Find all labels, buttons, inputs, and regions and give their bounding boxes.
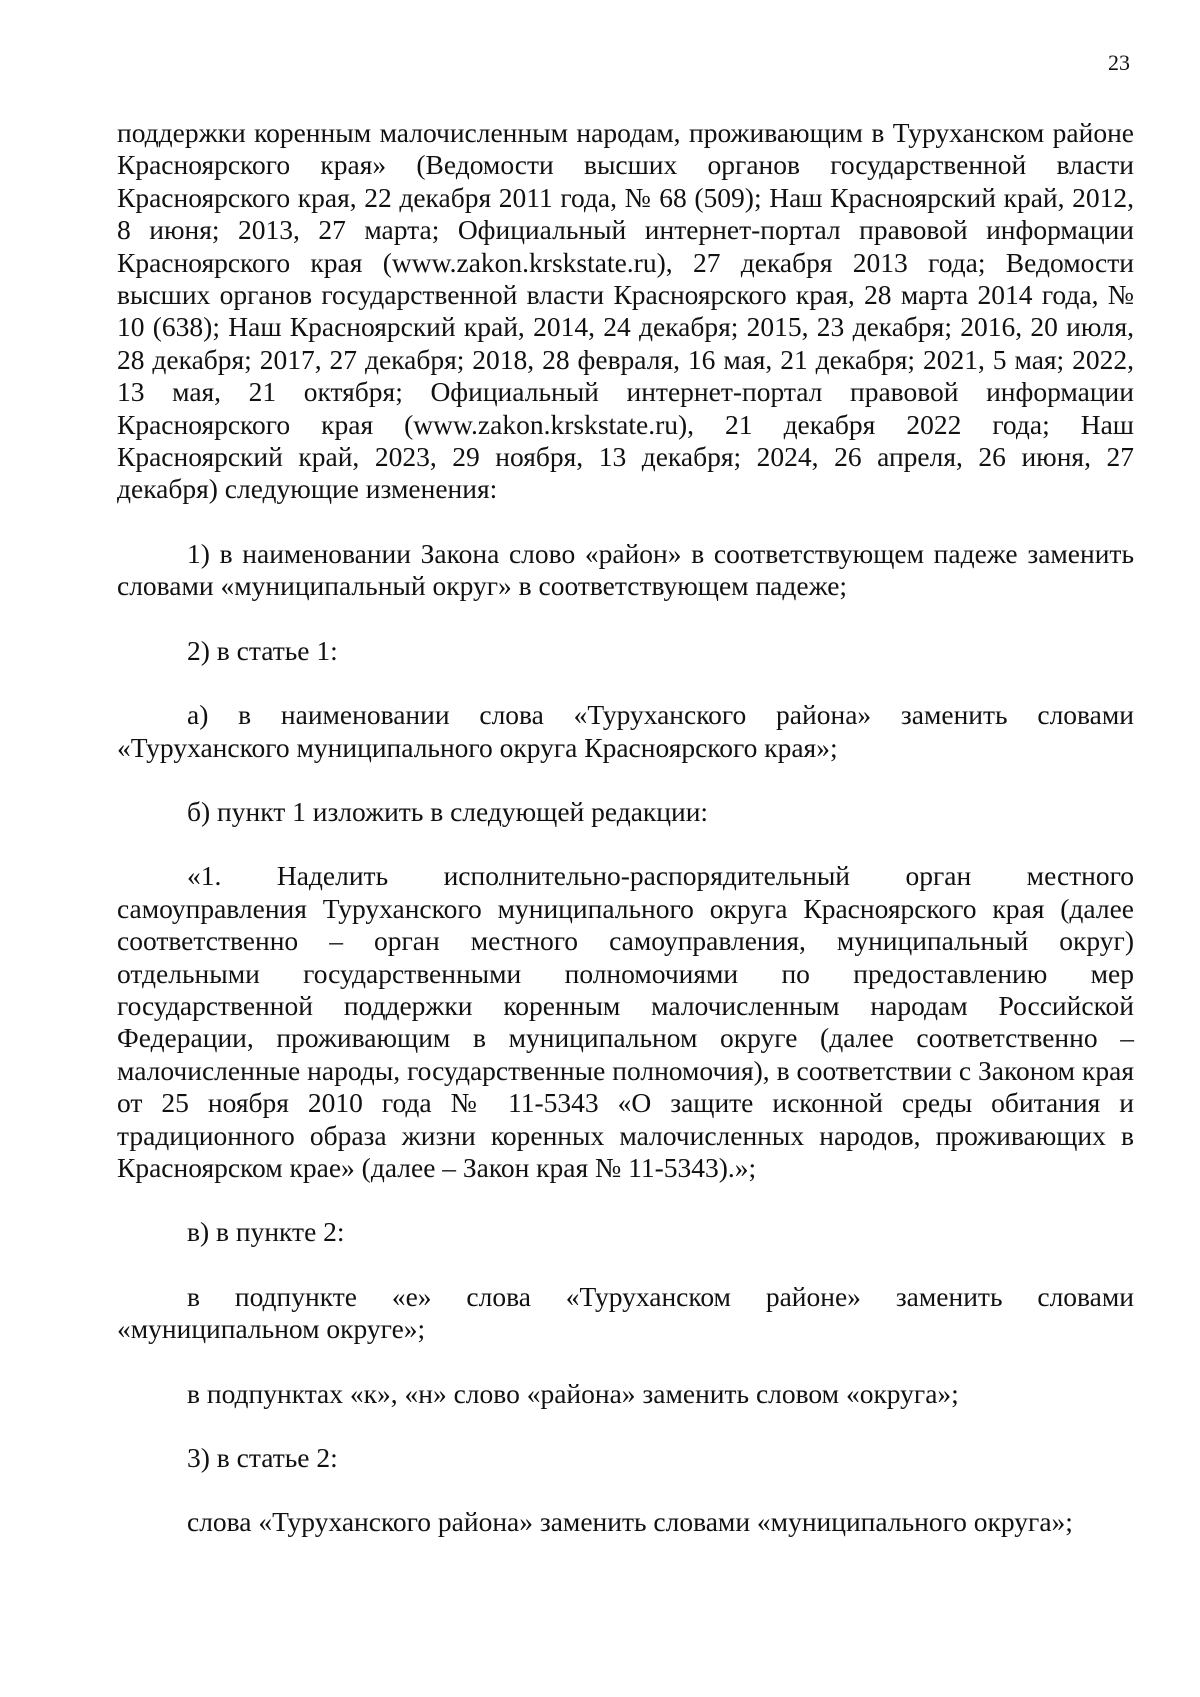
paragraph-subpoint-e: в подпункте «е» слова «Туруханском районе» заменить словами «муниципальном округе»; [117, 1280, 1134, 1345]
paragraph-article-2-change: слова «Туруханского района» заменить словами «муниципального округа»; [187, 1506, 1073, 1538]
paragraph-intro-continuation: поддержки коренным малочисленным народам, проживающим в Туруханском районе Красноярского края» (Ведомости высших органов государственной власти Красноярского края, 22 декабря 2011 года, № 68 (509); Наш Красноярский край, 2012, 8 июня; 2013, 27 марта; Официальный интернет-портал правовой информации Красноярского края (www.zakon.krskstate.ru), 27 декабря 2013 года; Ведомости высших органов государственной власти Красноярского края, 28 марта 2014 года, № 10 (638); Наш Красноярский край, 2014, 24 декабря; 2015, 23 декабря; 2016, 20 июля, 28 декабря; 2017, 27 декабря; 2018, 28 февраля, 16 мая, 21 декабря; 2021, 5 мая; 2022, 13 мая, 21 октября; Официальный интернет-портал правовой информации Красноярского края (www.zakon.krskstate.ru), 21 декабря 2022 года; Наш Красноярский край, 2023, 29 ноября, 13 декабря; 2024, 26 апреля, 26 июня, 27 декабря) следующие изменения: [117, 117, 1134, 505]
paragraph-item-3: 3) в статье 2: [187, 1442, 338, 1473]
paragraph-item-1: 1) в наименовании Закона слово «район» в соответствующем падеже заменить словами «муниципальный округ» в соответствующем падеже; [117, 537, 1134, 602]
paragraph-item-2: 2) в статье 1: [187, 634, 338, 666]
paragraph-subpoints-k-n: в подпунктах «к», «н» слово «района» заменить словом «округа»; [187, 1377, 959, 1409]
paragraph-subitem-b: б) пункт 1 изложить в следующей редакции: [187, 795, 709, 827]
page-number: 23 [1108, 50, 1130, 75]
paragraph-subitem-v: в) в пункте 2: [187, 1216, 345, 1248]
paragraph-subitem-a: а) в наименовании слова «Туруханского района» заменить словами «Туруханского муниципального округа Красноярского края»; [117, 699, 1134, 763]
paragraph-new-wording-point-1: «1. Наделить исполнительно-распорядительный орган местного самоуправления Туруханского муниципального округа Красноярского края (далее соответственно – орган местного самоуправления, муниципальный округ) отдельными государственными полномочиями по предоставлению мер государственной поддержки коренным малочисленным народам Российской Федерации, проживающим в муниципальном округе (далее соответственно – малочисленные народы, государственные полномочия), в соответствии с Законом края от 25 ноября 2010 года № 11-5343 «О защите исконной среды обитания и традиционного образа жизни коренных малочисленных народов, проживающих в Красноярском крае» (далее – Закон края № 11-5343).»; [117, 860, 1134, 1183]
document-body [117, 117, 1134, 1539]
